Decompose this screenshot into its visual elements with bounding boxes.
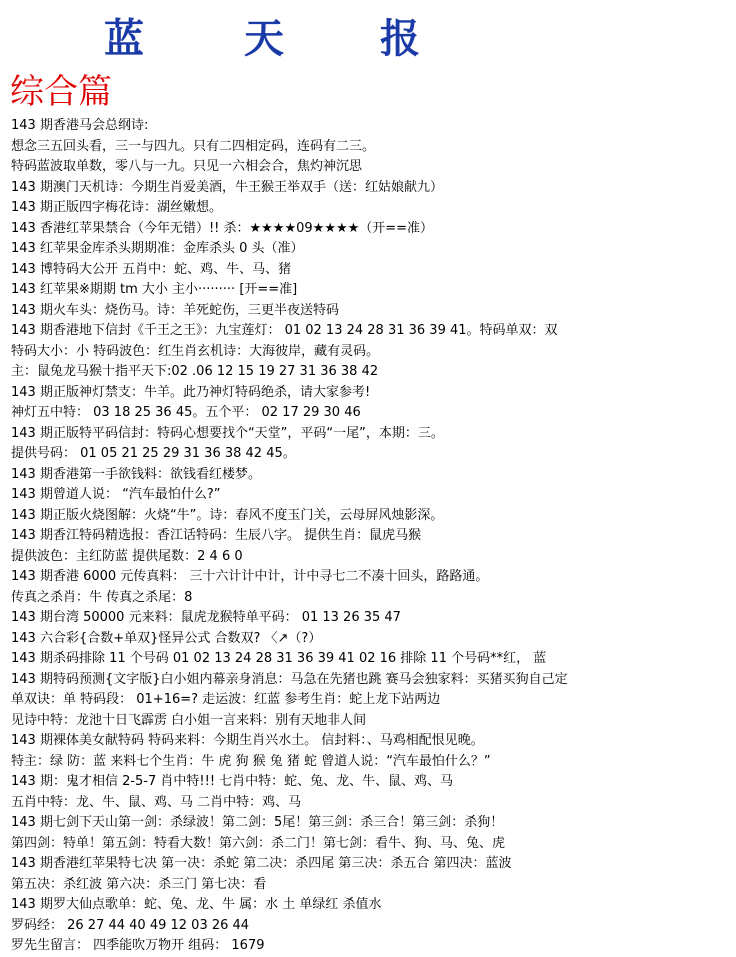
- content-line: 143 期特码预测{文字版}白小姐内幕亲身消息：马急在先猪也跳 赛马会独家料：买猪买狗自己定: [11, 671, 568, 687]
- content-line: 143 期裸体美女献特码 特码来料：今期生肖兴水土。 信封料：、马鸡相配恨见晚。: [11, 733, 484, 748]
- content-line: 143 期罗大仙点歌单：蛇、兔、龙、牛 属：水 土 单绿红 杀值水: [11, 897, 382, 912]
- content-line: 143 期台湾 50000 元来料：鼠虎龙猴特单平码： 01 13 26 35 47: [11, 610, 401, 625]
- content-line: 提供波色：主红防蓝 提供尾数：2 4 6 0: [11, 548, 243, 564]
- content-line: 143 期香港第一手欲钱料：欲钱看红楼梦。: [11, 466, 261, 482]
- content-line: 143 红苹果※期期 tm 大小 主小········· [开==准]: [11, 282, 298, 297]
- content-line: 143 六合彩{合数+单双}怪异公式 合数双? 〈↗（?）: [11, 630, 322, 646]
- content-line: 特主：绿 防：蓝 来料七个生肖：牛 虎 狗 猴 兔 猪 蛇 曾道人说：“汽车最怕什么？”: [11, 753, 491, 769]
- content-line: 143 期杀码排除 11 个号码 01 02 13 24 28 31 36 39 41 02 16 排除 11 个号码**红， 蓝: [11, 651, 547, 666]
- content-line: 143 期七剑下天山第一剑：杀绿波！第二剑：5尾！第三剑：杀三合！第三剑：杀狗！: [11, 815, 504, 830]
- content-line: 罗码经： 26 27 44 40 49 12 03 26 44: [11, 917, 250, 933]
- content-line: 143 期正版特平码信封：特码心想要找个“天堂”，平码“一尾”，本期：三。: [11, 425, 444, 441]
- title-char-bao: 报: [380, 15, 420, 62]
- content-line: 143 期香港地下信封《千王之王》：九宝莲灯： 01 02 13 24 28 31 36 39 41。特码单双：双: [11, 323, 558, 338]
- content-line: 143 博特码大公开 五肖中：蛇、鸡、牛、马、猪: [11, 261, 292, 277]
- content-line: 143 期正版神灯禁支：牛羊。此乃神灯特码绝杀，请大家参考!: [11, 384, 371, 400]
- content-line: 见诗中特：龙池十日飞霹雳 白小姐一言来料：别有天地非人间: [11, 712, 367, 728]
- content-line: 143 期火车头：烧伤马。诗：羊死蛇伤，三更半夜送特码: [11, 302, 339, 318]
- content-line: 第五决：杀红波 第六决：杀三门 第七决：看: [11, 876, 267, 892]
- title-char-tian: 天: [244, 15, 284, 62]
- content-line: 神灯五中特： 03 18 25 36 45。五个平： 02 17 29 30 46: [11, 405, 361, 420]
- content-line: 五肖中特：龙、牛、鼠、鸡、马 二肖中特：鸡、马: [11, 794, 302, 810]
- content-line: 143 期香江特码精选报：香江话特码：生辰八字。 提供生肖：鼠虎马猴: [11, 528, 422, 543]
- content-line: 143 期香港 6000 元传真料： 三十六计计中计，计中寻七二不凑十回头，路路通。: [11, 569, 489, 584]
- content-line: 143 红苹果金库杀头期期准：金库杀头 0 头（准）: [11, 241, 304, 256]
- content-line: 143 期正版四字梅花诗：湖丝嫩想。: [11, 200, 222, 215]
- section-title: 综合篇: [10, 72, 112, 112]
- content-lines: [11, 116, 733, 957]
- content-line: 143 期澳门天机诗：今期生肖爱美酒，牛王猴王举双手（送：红姑娘献九）: [11, 179, 443, 195]
- content-line: 143 期：鬼才相信 2-5-7 肖中特!!! 七肖中特：蛇、兔、龙、牛、鼠、鸡、马: [11, 774, 454, 789]
- content-line: 第四剑：特单！第五剑：特看大数！第六剑：杀二门！第七剑：看牛、狗、马、兔、虎: [11, 835, 506, 851]
- content-line: 143 期正版火烧图解：火烧“牛”。诗：春风不度玉门关，云母屏风烛影深。: [11, 507, 444, 523]
- content-line: 想念三五回头看，三一与四九。只有二四相定码，连码有二三。: [11, 138, 376, 154]
- content-line: 特码大小：小 特码波色：红生肖玄机诗：大海彼岸，藏有灵码。: [11, 343, 380, 359]
- content-line: 143 期香港马会总纲诗:: [11, 118, 149, 133]
- content-line: 143 期曾道人说： “汽车最怕什么?”: [11, 487, 221, 502]
- content-line: 143 香港红苹果禁合（今年无错）!! 杀：★★★★09★★★★（开==准）: [11, 220, 434, 236]
- content-line: 143 期香港红苹果特七决 第一决：杀蛇 第二决：杀四尾 第三决：杀五合 第四决：蓝波: [11, 856, 512, 871]
- content-line: 传真之杀肖：牛 传真之杀尾：8: [11, 589, 193, 605]
- content-line: 单双诀：单 特码段： 01+16=? 走运波：红蓝 参考生肖：蛇上龙下站两边: [11, 692, 441, 707]
- content-line: 主：鼠兔龙马猴十指平天下:02 .06 12 15 19 27 31 36 38 42: [11, 364, 379, 379]
- content-line: 特码蓝波取单数，零八与一九。只见一六相会合，焦灼神沉思: [11, 159, 363, 174]
- content-line: 罗先生留言： 四季能吹万物开 组码： 1679: [11, 938, 265, 953]
- newspaper-title: [0, 14, 736, 64]
- title-char-lan: 蓝: [104, 15, 144, 62]
- content-line: 提供号码： 01 05 21 25 29 31 36 38 42 45。: [11, 446, 296, 461]
